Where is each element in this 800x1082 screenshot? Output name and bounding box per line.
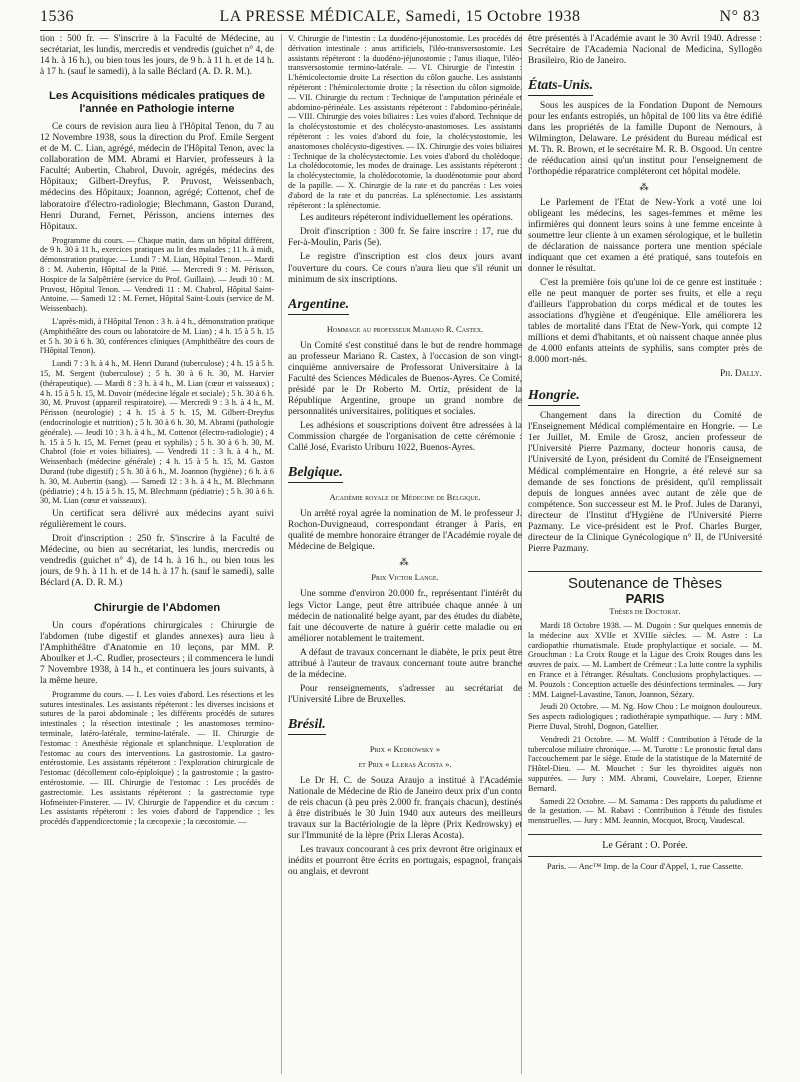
paragraph: Sous les auspices de la Fondation Dupont de Nemours pour les enfants estropiés, un hôpital de 100 lits va être édifié dans les propriétés de la famille Dupont de Nemours, à Wilmington, Delaware. Le président du Bureau médical est M. Th. R. Brown, et le secrétaire M. R. B. Osgood. Un centre de rééducation ainsi qu'un institut pour l'enseignement de l'orthopédie réparatrice compléteront cet hôpital modèle. <box>528 101 762 178</box>
paragraph: Pour renseignements, s'adresser au secrétariat de l'Université Libre de Bruxelles. <box>288 683 522 705</box>
paragraph: L'après-midi, à l'Hôpital Tenon : 3 h. à 4 h., démonstration pratique (Amphithéâtre des cours ou laboratoire de M. Lian) ; 4 h. 15 à 5 h. 15 et 5 h. 30 à 6 h. 30, conférences cliniques (Amphithéâtre des cours de l'Hôpital Tenon). <box>40 317 274 356</box>
column-right <box>528 34 762 1074</box>
country-heading-etats-unis: États-Unis. <box>528 78 593 96</box>
country-heading-argentine: Argentine. <box>288 297 349 315</box>
paragraph: Droit d'inscription : 300 fr. Se faire inscrire : 17, rue du Fer-à-Moulin, Paris (5e). <box>288 227 522 249</box>
subheading: Thèses de Doctorat. <box>609 606 681 616</box>
paragraph: Une somme d'environ 20.000 fr., représentant l'intérêt du legs Victor Lange, peut être attribuée chaque année à un médecin de nationalité belge ayant, par des études du diabète, fait une découverte de nature à guérir cette maladie ou en améliorer notablement le traitement. <box>288 589 522 644</box>
section-heading: Chirurgie de l'Abdomen <box>93 601 221 614</box>
paragraph: Samedi 22 Octobre. — M. Samama : Des rapports du paludisme et de la gestation. — M. Rabavi : Contribution à l'étude des fistules menstruelles. — Jury : MM. Jeannin, Mocquot, Brocq, Vaudescal. <box>528 796 762 826</box>
paragraph: être présentés à l'Académie avant le 30 Avril 1940. Adresse : Secrétaire de l'Academia Nacional de Medicina, Syllogêo Brasileiro, Rio de Janeiro. <box>528 34 762 67</box>
paragraph: Les auditeurs répéteront individuellement les opérations. <box>300 213 513 224</box>
paragraph: Programme du cours. — Chaque matin, dans un hôpital différent, de 9 h. 30 à 11 h., exercices pratiques au lit des malades ; 11 h. à midi, démonstration pratique. — Lundi 7 : M. Lian, Hôpital Tenon. — Mardi 8 : M. Aubertin, Hôpital de la Pitié. — Mercredi 9 : M. Périsson, Hospice de la Salpêtrière (service du Prof. Guillain). — Jeudi 10 : M. Pruvost, Hôpital Tenon. — Vendredi 11 : M. Chabrol, Hôpital Saint-Antoine. — Samedi 12 : M. Fernet, Hôpital Saint-Louis (service de M. Weissenbach). <box>40 235 274 314</box>
subheading: Prix « Kedrowsky » <box>369 743 441 754</box>
paragraph: Le Dr H. C. de Souza Araujo a institué à l'Académie Nationale de Médecine de Rio de Janeiro deux prix d'un conto de reis chacun (à peu près 2.000 fr. français chacun), destinés à être distribués le 30 Juin 1940 aux auteurs des meilleurs travaux sur la Bactériologie de la lèpre (Prix Kedrowsky) et sur l'Immunité de la lèpre (Prix Lleras Acosta). <box>288 776 522 842</box>
asterism: ⁂ <box>399 557 411 568</box>
printer-line: Paris. — Anc™ Imp. de la Cour d'Appel, 1, rue Cassette. <box>546 861 744 871</box>
paragraph: Ce cours de revision aura lieu à l'Hôpital Tenon, du 7 au 12 Novembre 1938, sous la direction du Prof. Emile Sergent et de M. C. Lian, agrégé, médecin de l'Hôpital Tenon, avec la collaboration de MM. Abrami et Harvier, professeurs à la Faculté; Aubertin, Chabrol, Duvoir, agrégés, médecins des Hôpitaux; Gilbert-Dreyfus, P. Pruvost, Weissenbach, médecins des Hôpitaux; Joannon, agrégé; Cottenot, chef de laboratoire d'électro-radiologie; Blechmann, Gaston Durand, Henri Durand, Fernet, Périsson, anciens internes des Hôpitaux. <box>40 122 274 232</box>
page-number: 1536 <box>40 8 74 25</box>
section-heading: Les Acquisitions médicales pratiques de l'année en Pathologie interne <box>49 90 265 116</box>
paragraph: Un cours d'opérations chirurgicales : Chirurgie de l'abdomen (tube digestif et glandes annexes) aura lieu à l'Amphithéâtre d'Anatomie en 10 leçons, par MM. P. Aboulker et J.-C. Rudler, prosecteurs ; il commencera le lundi 7 Novembre 1938, à 14 h., et continuera les jours suivants, à la même heure. <box>40 620 274 686</box>
country-heading-hongrie: Hongrie. <box>528 388 580 406</box>
country-heading-belgique: Belgique. <box>288 465 343 483</box>
paragraph: Les travaux concourant à ces prix devront être originaux et inédits et pourront être écrits en portugais, espagnol, français ou anglais, et devront <box>288 845 522 878</box>
journal-title: LA PRESSE MÉDICALE, Samedi, 15 Octobre 1938 <box>219 8 581 25</box>
subheading: et Prix « Lleras Acosta ». <box>358 758 452 769</box>
paragraph: Changement dans la direction du Comité de l'Enseignement Médical complémentaire en Hongrie. — Le 1er Juillet, M. Emile de Grosz, ancien professeur de l'Université Pierre Pazmany, docteur honoris causa, de l'Université de Lyon, président du Comité de l'Enseignement Médical complémentaire en Hongrie, a été relevé sur sa demande de ses fonctions de président, qu'il remplissait depuis de longues années avec autant de zèle que de compétence. Son successeur est M. le Prof. Jules de Daranyi, directeur de l'Institut d'Hygiène de l'Université Pierre Pazmany. Le vice-président est le Prof. Charles Burger, directeur de la Clinique Gynécologique n° II, de l'Université Pierre Pazmany. <box>528 411 762 554</box>
paragraph: C'est la première fois qu'une loi de ce genre est instituée : elle ne peut manquer de porter ses fruits, et elle a reçu d'ailleurs l'approbation du corps médical et de toutes les associations d'hygiène et d'eugénique. Elle améliorera les tables de mortalité dans l'Etat de New-York, qui compte 12 millions et demi d'habitants, et où naissent chaque année plus de 4.000 enfants atteints de syphilis, sans compter près de 8.000 mort-nés. <box>528 277 762 366</box>
paragraph: Droit d'inscription : 250 fr. S'inscrire à la Faculté de Médecine, ou bien au secrétariat, les lundis, mercredis ou vendredis (guichet n° 4), de 14 h. à 16 h., ou bien tous les jours, de 9 h. à 11 h. et de 14 h. à 17 h. (sauf le samedi), salle Béclard (A. D. R. M.) <box>40 534 274 589</box>
subheading: Académie royale de Médecine de Belgique. <box>329 492 481 503</box>
column-middle <box>288 34 522 1074</box>
signature: Ph. Dally. <box>719 369 762 380</box>
paragraph: Un Comité s'est constitué dans le but de rendre hommage au professeur Mariano R. Castex, à l'occasion de son vingt-cinquième anniversaire de Professorat Universitaire à la Faculté des Sciences Médicales de Buenos-Ayres. Ce Comité, présidé par le Dr Roberto M. Ortiz, président de la République Argentine, groupe un grand nombre de personnalités universitaires, politiques et sociales. <box>288 340 522 417</box>
paragraph: Les adhésions et souscriptions doivent être adressées à la Commission chargée de l'organisation de cette cérémonie : Callé José, Evaristo Uriburu 1022, Buenos-Ayres. <box>288 421 522 454</box>
gerant-line: Le Gérant : O. Porée. <box>528 834 762 857</box>
country-heading-bresil: Brésil. <box>288 717 326 735</box>
paragraph: tion : 500 fr. — S'inscrire à la Faculté de Médecine, au secrétariat, les lundis, mercredis et vendredis (guichet n° 4, de 14 h. à 16 h.), ou bien tous les jours, de 9 h. à 11 h. et de 14 h. à 17 h. (sauf le samedi), à la salle Béclard (A. D. R. M.). <box>40 34 274 78</box>
paragraph: Un certificat sera délivré aux médecins ayant suivi régulièrement le cours. <box>40 509 274 531</box>
issue-number: N° 83 <box>719 8 760 25</box>
paragraph: Lundi 7 : 3 h. à 4 h., M. Henri Durand (tuberculose) ; 4 h. 15 à 5 h. 15, M. Sergent (tuberculose) ; 5 h. 30 à 6 h. 30, M. Harvier (thérapeutique). — Mardi 8 : 3 h. à 4 h., M. Lian (cœur et vaisseaux) ; 4 h. 15 à 5 h. 15, M. Duvoir (médecine légale et sociale) ; 5 h. 30 à 6 h. 30, M. Pruvost (appareil respiratoire). — Mercredi 9 : 3 h. à 4 h., M. Périsson (neurologie) ; 4 h. 15 à 5 h. 15, M. Gilbert-Dreyfus (endocrinologie et nutrition) ; 5 h. 30 à 6 h. 30, M. Abrami (pathologie générale). — Jeudi 10 : 3 h. à 4 h., M. Cottenot (électro-radiologie) ; 4 h. 15 à 5 h. 15, M. Fernet (peau et syphilis) ; 5 h. 30 à 6 h. 30, M. Chabrol (foie et voies biliaires). — Vendredi 11 : 3 h. à 4 h., M. Weissenbach (médecine générale) ; 4 h. 15 à 5 h. 15, M. Gaston Durand (tube digestif) ; 5 h. 30 à 6 h., M. Joannon (hygiène) ; 6 h. à 6 h. 30, M. Aubertin (sang). — Samedi 12 : 3 h. à 4 h., M. Blechmann (pédiatrie) ; 4 h. 15 à 5 h. 15, M. Blechmann (pédiatrie) ; 5 h. 30 à 6 h. 30, M. Lian (cœur et vaisseaux). <box>40 359 274 506</box>
city-heading: PARIS <box>625 590 665 606</box>
paragraph: Programme du cours. — I. Les voies d'abord. Les résections et les sutures intestinales. Les assistants répéteront : les diverses incisions et sutures de la paroi abdominale ; les différents procédés de sutures intestinales ; la résection intestinale ; les anastomoses termino-terminale, latéro-latérale, termino-latérale. — II. Chirurgie de l'estomac : Anesthésie régionale et splanchnique. L'exploration de l'estomac au cours des interventions. La gastrostomie. La gastro-entérostomie. Les assistants répéteront : l'exploration chirurgicale de l'estomac (décollement colo-épiploïque) ; la gastrostomie ; la gastro-entérostomie. — III. Chirurgie de l'estomac : Les procédés de gastrectomie. Les assistants répéteront : la gastrectomie type Hofmeister-Finsterer. — IV. Chirurgie de l'appendice et du cæcum : Les assistants répéteront : les voies d'abord de l'appendice ; les procédés d'appendicectomie ; la cæcopexie ; la cæcostomie. — <box>40 689 274 827</box>
asterism: ⁂ <box>639 182 651 193</box>
paragraph: Le registre d'inscription est clos deux jours avant l'ouverture du cours. Ce cours n'aura lieu que s'il réunit un minimum de six inscriptions. <box>288 252 522 285</box>
page-header <box>40 6 760 31</box>
paragraph: V. Chirurgie de l'intestin : La duodéno-jéjunostomie. Les procédés de dérivation intestinale : anus artificiels, l'iléo-transversostomie. Les assistants répéteront : la duodéno-jéjunostomie ; l'anus iliaque, l'iléo-transversostomie termino-latérale. — VI. Chirurgie de l'intestin : L'hémicolectomie droite La résection du côlon gauche. Les assistants répéteront : l'hémicolectomie droite ; la résection du côlon sigmoïde. — VII. Chirurgie du rectum : Technique de l'amputation périnéale et abdomino-périnéale. Les assistants répéteront : l'abdomino-périnéale. — VIII. Chirurgie des voies biliaires : Les voies d'abord. Technique de la cholécystostomie et des cholécysto-anastomoses. Les assistants répéteront : les voies d'abord du foie, la cholécystostomie, les anastomoses cholécysto-digestives. — IX. Chirurgie des voies biliaires : Technique de la cholécystectomie. Les voies d'abord du cholédoque. La cholédocotomie, les modes de drainage. Les assistants répéteront : la cholécystectomie, la cholédocotomie, la duodénotomie pour abord de la papille. — X. Chirurgie de la rate et du pancréas : Les voies d'abord de la rate et du pancréas. La splénectomie. Les assistants répéteront : la splénectomie. <box>288 34 522 210</box>
section-heading: Soutenance de Thèses <box>528 571 762 589</box>
paragraph: Un arrêté royal agrée la nomination de M. le professeur J. Rochon-Duvigneaud, correspondant étranger à Paris, en qualité de membre honoraire étranger de l'Académie royale de Médecine de Belgique. <box>288 509 522 553</box>
column-left <box>40 34 274 1074</box>
paragraph: Vendredi 21 Octobre. — M. Wolff : Contribution à l'étude de la tuberculose miliaire chronique. — M. Turotte : Le pronostic fœtal dans l'accouchement par le siège. Etude de la statistique de la Maternité de l'Hôtel-Dieu. — M. Mouchet : Sur les thyroïdites aiguës non suppurées. — Jury : MM. Abrami, Couvelaire, Loeper, Etienne Bernard. <box>528 734 762 793</box>
column-rule <box>281 34 282 1074</box>
paragraph: A défaut de travaux concernant le diabète, le prix peut être attribué à l'auteur de travaux concernant toute autre branche de la médecine. <box>288 647 522 680</box>
subheading: Hommage au professeur Mariano R. Castex. <box>326 323 484 334</box>
paragraph: Mardi 18 Octobre 1938. — M. Dugoin : Sur quelques ennemis de la médecine aux XVIIe et XVIIIe siècles. — M. Astre : La cardiopathie rhumatismale. Etude prophylactique et sociale. — M. Grouchman : La Croix Rouge et la Ligue des Croix Rouges dans les œuvres de paix. — M. Lambert de Crémeur : La lutte contre la syphilis en France et à l'étranger. Résultats. Conclusions prophylactiques. — M. Pouzols : Conception actuelle des désinfections terminales. — Jury : MM. Laignel-Lavastine, Tanon, Joannon, Sézary. <box>528 621 762 699</box>
paragraph: Jeudi 20 Octobre. — M. Ng. How Chou : Le moignon douloureux. Ses aspects radiologiques ; radiothérapie sympathique. — Jury : MM. Pierre Duval, Strohl, Dognon, Gatellier. <box>528 702 762 731</box>
paragraph: Le Parlement de l'Etat de New-York a voté une loi obligeant les médecins, les sages-femmes et même les infirmières qui donnent leurs soins à une femme enceinte à soumettre leur cliente à un examen sérologique, et le bulletin de déclaration de naissance portera une mention spéciale indiquant que cet examen a été pratiqué, sans toutefois en donner le résultat. <box>528 197 762 274</box>
subheading: Prix Victor Lange. <box>371 572 439 583</box>
